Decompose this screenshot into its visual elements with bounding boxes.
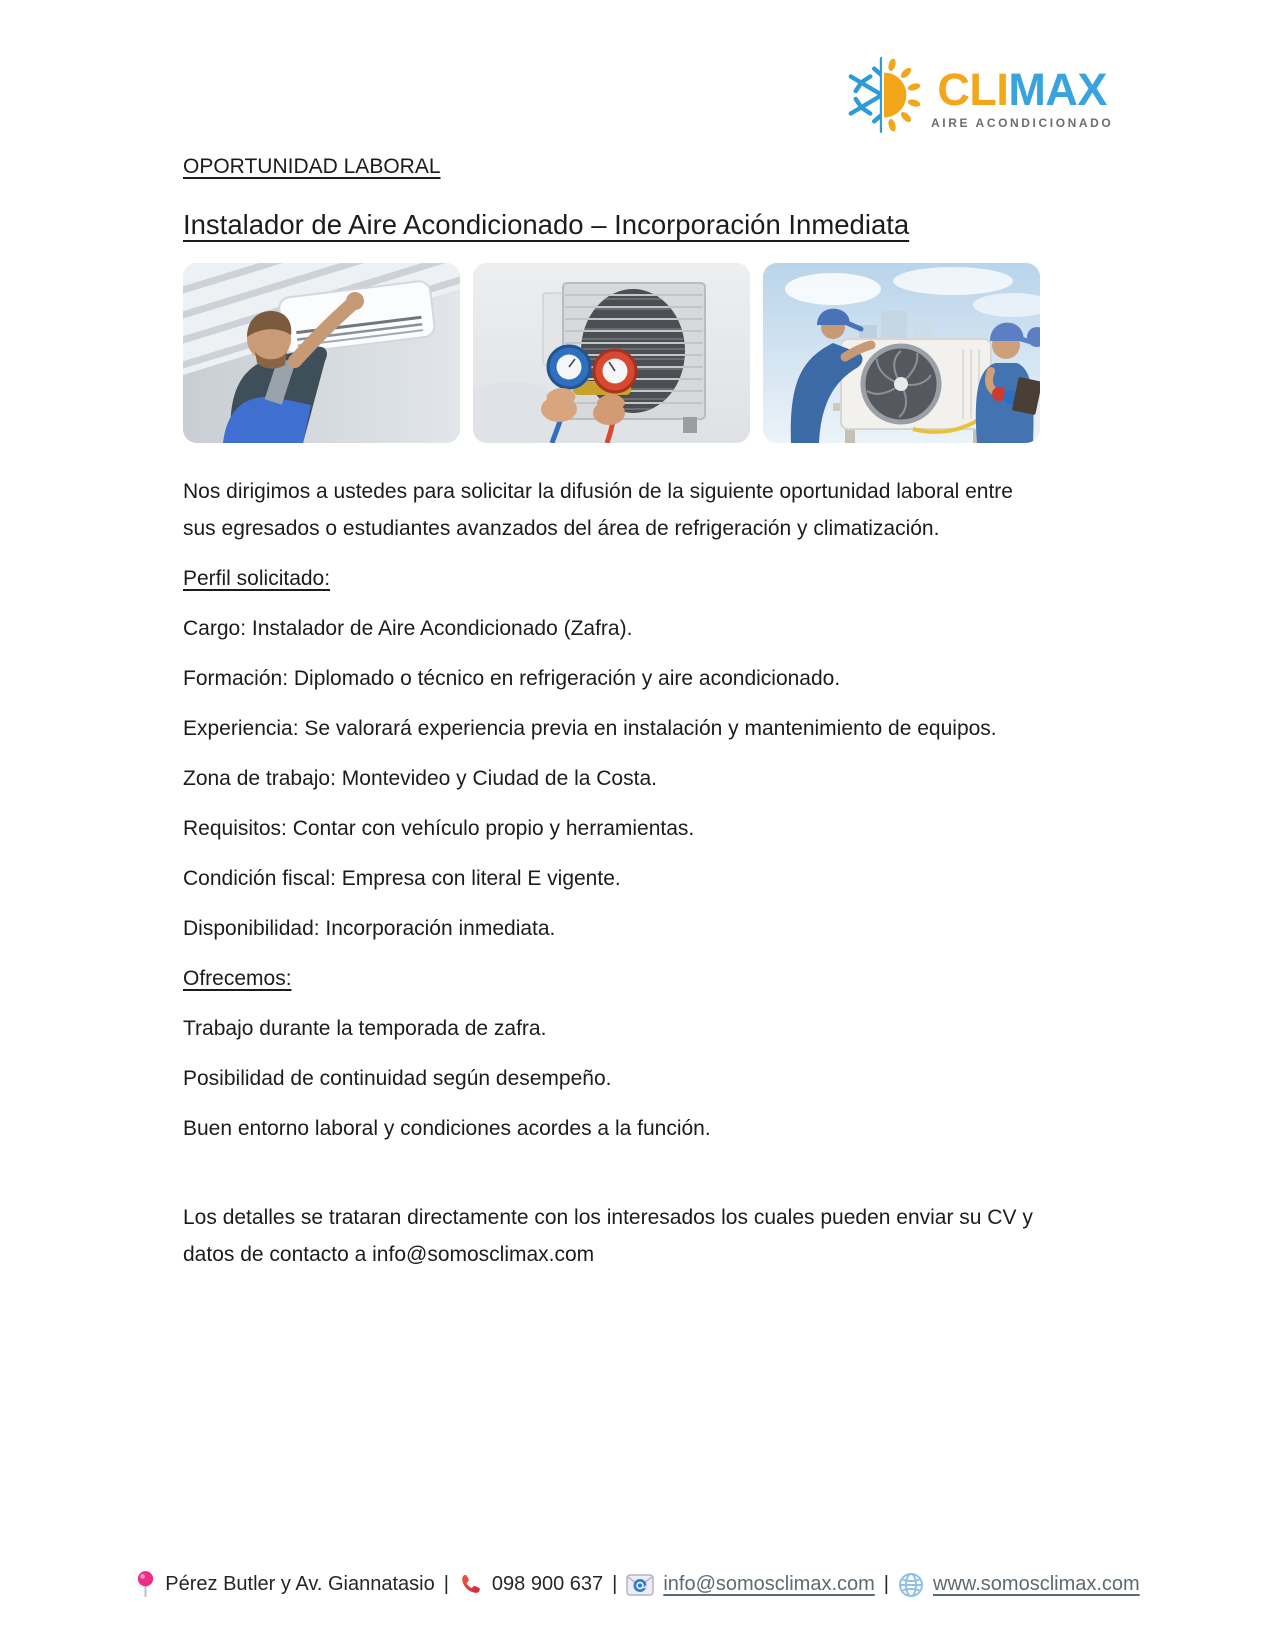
photo-technician-team xyxy=(763,263,1040,443)
snowflake-sun-icon xyxy=(843,56,921,139)
perfil-item-experiencia: Experiencia: Se valorará experiencia previa en instalación y mantenimiento de equipos. xyxy=(183,717,997,740)
logo-cli: CLI xyxy=(937,63,1009,115)
perfil-item-requisitos: Requisitos: Contar con vehículo propio y herramientas. xyxy=(183,817,695,840)
climax-logo xyxy=(843,56,1113,139)
perfil-item-zona: Zona de trabajo: Montevideo y Ciudad de la Costa. xyxy=(183,767,657,790)
photo-manifold-gauges xyxy=(473,263,750,443)
footer xyxy=(0,1570,1275,1599)
logo-max: MAX xyxy=(1008,63,1107,115)
footer-separator: | xyxy=(443,1573,449,1595)
footer-separator: | xyxy=(883,1573,889,1595)
closing-email: info@somosclimax.com xyxy=(372,1243,595,1266)
logo-tagline: AIRE ACONDICIONADO xyxy=(931,115,1114,130)
document-body xyxy=(183,148,1039,1286)
footer-address: Pérez Butler y Av. Giannatasio xyxy=(165,1573,435,1595)
page-title: Instalador de Aire Acondicionado – Incorporación Inmediata xyxy=(183,209,910,240)
perfil-item-condicion-fiscal: Condición fiscal: Empresa con literal E vigente. xyxy=(183,867,621,890)
perfil-item-cargo: Cargo: Instalador de Aire Acondicionado (Zafra). xyxy=(183,617,633,640)
location-pin-icon xyxy=(135,1570,156,1599)
logo-wordmark xyxy=(931,63,1114,130)
photo-row xyxy=(183,263,1039,443)
closing-paragraph xyxy=(183,1199,1039,1273)
kicker-heading: OPORTUNIDAD LABORAL xyxy=(183,155,441,178)
perfil-item-formacion: Formación: Diplomado o técnico en refrigeración y aire acondicionado. xyxy=(183,667,841,690)
ofrecemos-item-trabajo: Trabajo durante la temporada de zafra. xyxy=(183,1017,547,1040)
email-envelope-icon xyxy=(626,1574,654,1596)
globe-icon xyxy=(898,1572,924,1598)
ofrecemos-heading: Ofrecemos: xyxy=(183,967,292,990)
footer-separator: | xyxy=(612,1573,618,1595)
footer-website-link[interactable]: www.somosclimax.com xyxy=(933,1573,1140,1595)
footer-email-link[interactable]: info@somosclimax.com xyxy=(663,1573,875,1595)
phone-icon xyxy=(458,1572,483,1597)
perfil-heading: Perfil solicitado: xyxy=(183,567,331,590)
ofrecemos-item-continuidad: Posibilidad de continuidad según desempeño. xyxy=(183,1067,612,1090)
ofrecemos-item-entorno: Buen entorno laboral y condiciones acordes a la función. xyxy=(183,1117,711,1140)
intro-paragraph: Nos dirigimos a ustedes para solicitar la difusión de la siguiente oportunidad laboral entre sus egresados o estudiantes avanzados del área de refrigeración y climatización. xyxy=(183,480,1013,540)
photo-indoor-install xyxy=(183,263,460,443)
perfil-item-disponibilidad: Disponibilidad: Incorporación inmediata. xyxy=(183,917,556,940)
footer-phone: 098 900 637 xyxy=(491,1573,604,1595)
closing-text: Los detalles se trataran directamente con los interesados los cuales pueden enviar su CV y datos de contacto a xyxy=(183,1206,1033,1266)
